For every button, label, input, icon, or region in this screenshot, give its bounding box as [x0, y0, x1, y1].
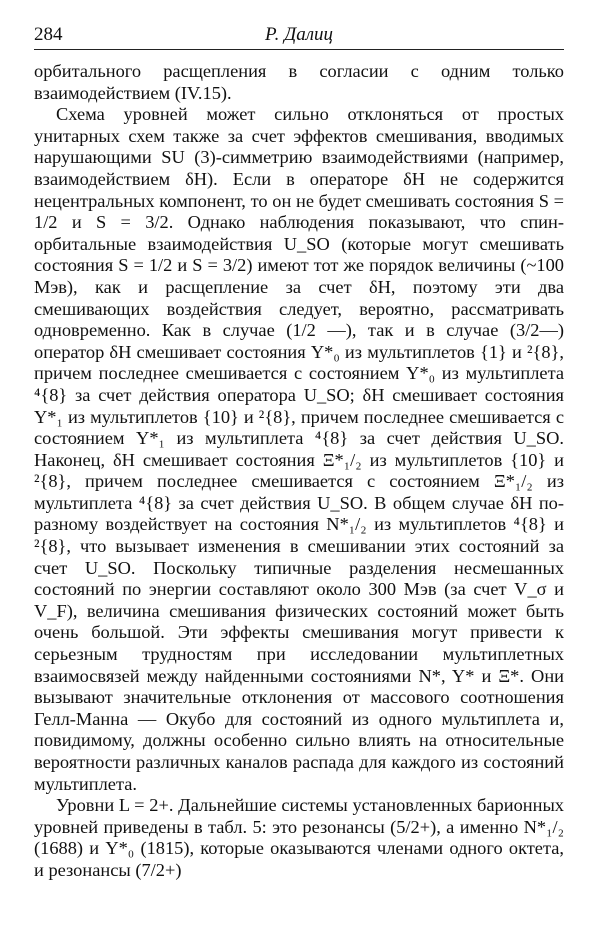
- paragraph-levels-l2: Уровни L = 2+. Дальнейшие системы установленных барионных уровней приведены в табл. 5: это резонансы (5/2+), а именно N*₁/₂ (1688) и Y*₀ (1815), которые оказываются членами одного октета, и резонансы (7/2+): [34, 795, 564, 880]
- paragraph-continuation: орбитального расщепления в согласии с одним только взаимодействием (IV.15).: [34, 61, 564, 103]
- header-rule: [34, 49, 564, 50]
- body-text: [34, 61, 564, 882]
- page-header: [34, 18, 564, 50]
- running-head: Р. Далиц: [264, 24, 334, 45]
- page-number: 284: [34, 24, 63, 45]
- paragraph-mixing-effects: Схема уровней может сильно отклоняться от простых унитарных схем также за счет эффектов смешивания, вводимых нарушающими SU (3)-симметрию взаимодействиями (например, взаимодействием δH). Если в операторе δH не содержится нецентральных компонент, то он не будет смешивать состояния S = 1/2 и S = 3/2. Однако наблюдения показывают, что спин-орбитальные взаимодействия U_SO (которые могут смешивать состояния S = 1/2 и S = 3/2) имеют тот же порядок величины (~100 Мэв), как и расщепление за счет δH, поэтому эти два смешивающих воздействия следует, вероятно, рассматривать одновременно. Как в случае (1/2 —), так и в случае (3/2—) оператор δH смешивает состояния Y*₀ из мультиплетов {1} и ²{8}, причем последнее смешивается с состоянием Y*₀ из мультиплета ⁴{8} за счет действия оператора U_SO; δH смешивает состояния Y*₁ из мультиплетов {10} и ²{8}, причем последнее смешивается с состоянием Y*₁ из мультиплета ⁴{8} за счет действия U_SO. Наконец, δH смешивает состояния Ξ*₁/₂ из мультиплетов {10} и ²{8}, причем последнее смешивается с состоянием Ξ*₁/₂ из мультиплета ⁴{8} за счет действия U_SO. В общем случае δH по-разному воздействует на состояния N*₁/₂ из мультиплетов ⁴{8} и ²{8}, что вызывает изменения в смешивании этих состояний за счет U_SO. Поскольку типичные разделения несмешанных состояний по энергии составляют около 300 Мэв (за счет V_σ и V_F), величина смешивания физических состояний может быть очень большой. Эти эффекты смешивания могут привести к серьезным трудностям при исследовании мультиплетных взаимосвязей между найденными состояниями N*, Y* и Ξ*. Они вызывают значительные отклонения от массового соотношения Гелл-Манна — Окубо для состояний из одного мультиплета и, повидимому, должны особенно сильно влиять на относительные вероятности различных каналов распада для каждого из состояний мультиплета.: [34, 104, 564, 794]
